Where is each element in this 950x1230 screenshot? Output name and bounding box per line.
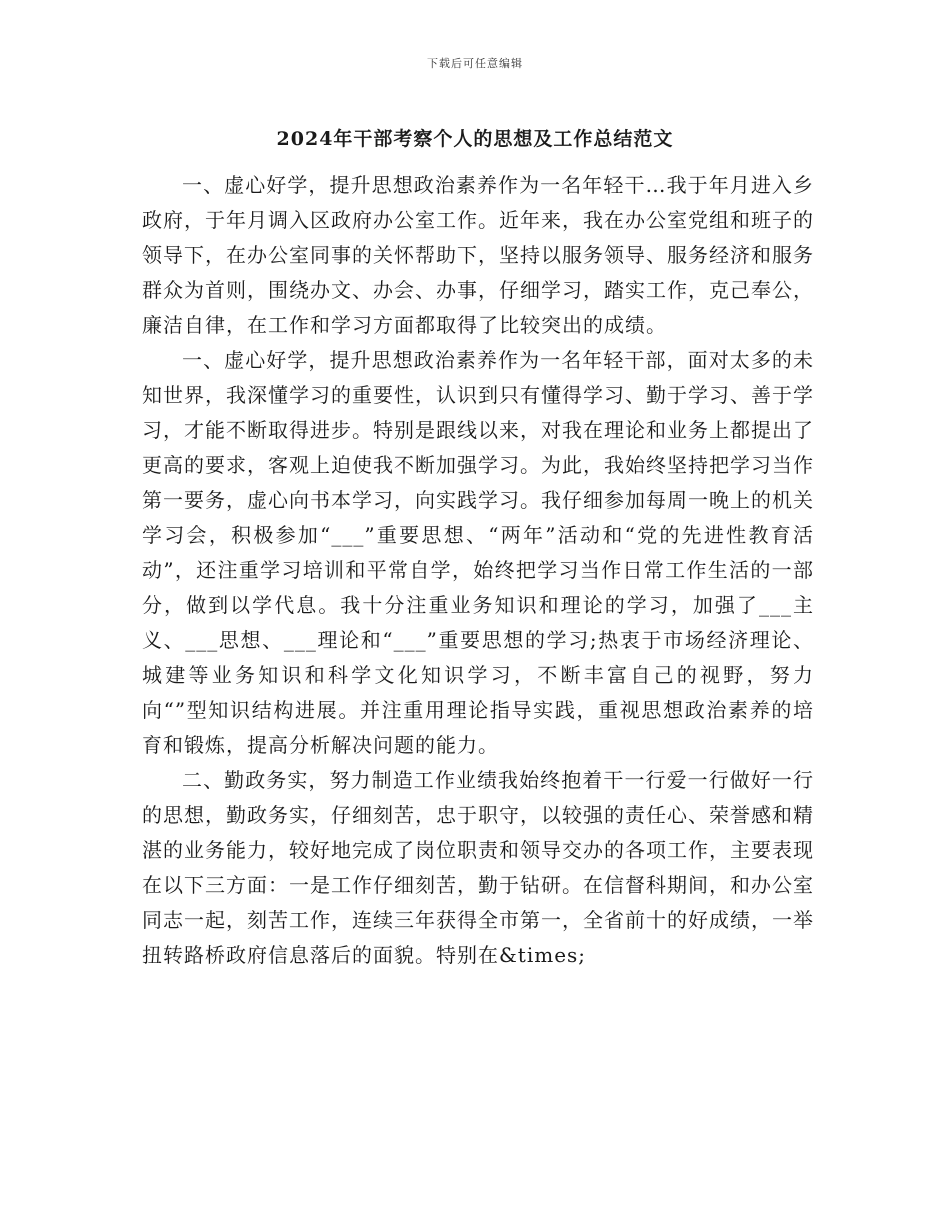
- paragraph-work: 二、勤政务实，努力制造工作业绩我始终抱着干一行爱一行做好一行的思想，勤政务实，仔细刻苦，忠于职守，以较强的责任心、荣誉感和精湛的业务能力，较好地完成了岗位职责和领导交办的各项工作，主要表现在以下三方面：一是工作仔细刻苦，勤于钻研。在信督科期间，和办公室同志一起，刻苦工作，连续三年获得全市第一，全省前十的好成绩，一举扭转路桥政府信息落后的面貌。特别在&times;: [142, 768, 814, 967]
- document-body: [142, 168, 814, 973]
- paragraph-intro: 一、虚心好学，提升思想政治素养作为一名年轻干…我于年月进入乡政府，于年月调入区政府办公室工作。近年来，我在办公室党组和班子的领导下，在办公室同事的关怀帮助下，坚持以服务领导、服务经济和服务群众为首则，围绕办文、办会、办事，仔细学习，踏实工作，克己奉公，廉洁自律，在工作和学习方面都取得了比较突出的成绩。: [142, 173, 814, 337]
- header-note: 下载后可任意编辑: [427, 57, 523, 70]
- paragraph-study: 一、虚心好学，提升思想政治素养作为一名年轻干部，面对太多的未知世界，我深懂学习的重要性，认识到只有懂得学习、勤于学习、善于学习，才能不断取得进步。特别是跟线以来，对我在理论和业务上都提出了更高的要求，客观上迫使我不断加强学习。为此，我始终坚持把学习当作第一要务，虚心向书本学习，向实践学习。我仔细参加每周一晚上的机关学习会，积极参加“___”重要思想、“两年”活动和“党的先进性教育活动”，还注重学习培训和平常自学，始终把学习当作日常工作生活的一部分，做到以学代息。我十分注重业务知识和理论的学习，加强了___主义、___思想、___理论和“___”重要思想的学习;热衷于市场经济理论、城建等业务知识和科学文化知识学习，不断丰富自己的视野，努力向“”型知识结构进展。并注重用理论指导实践，重视思想政治素养的培育和锻炼，提高分析解决问题的能力。: [142, 348, 814, 757]
- document-title: 2024年干部考察个人的思想及工作总结范文: [276, 128, 674, 150]
